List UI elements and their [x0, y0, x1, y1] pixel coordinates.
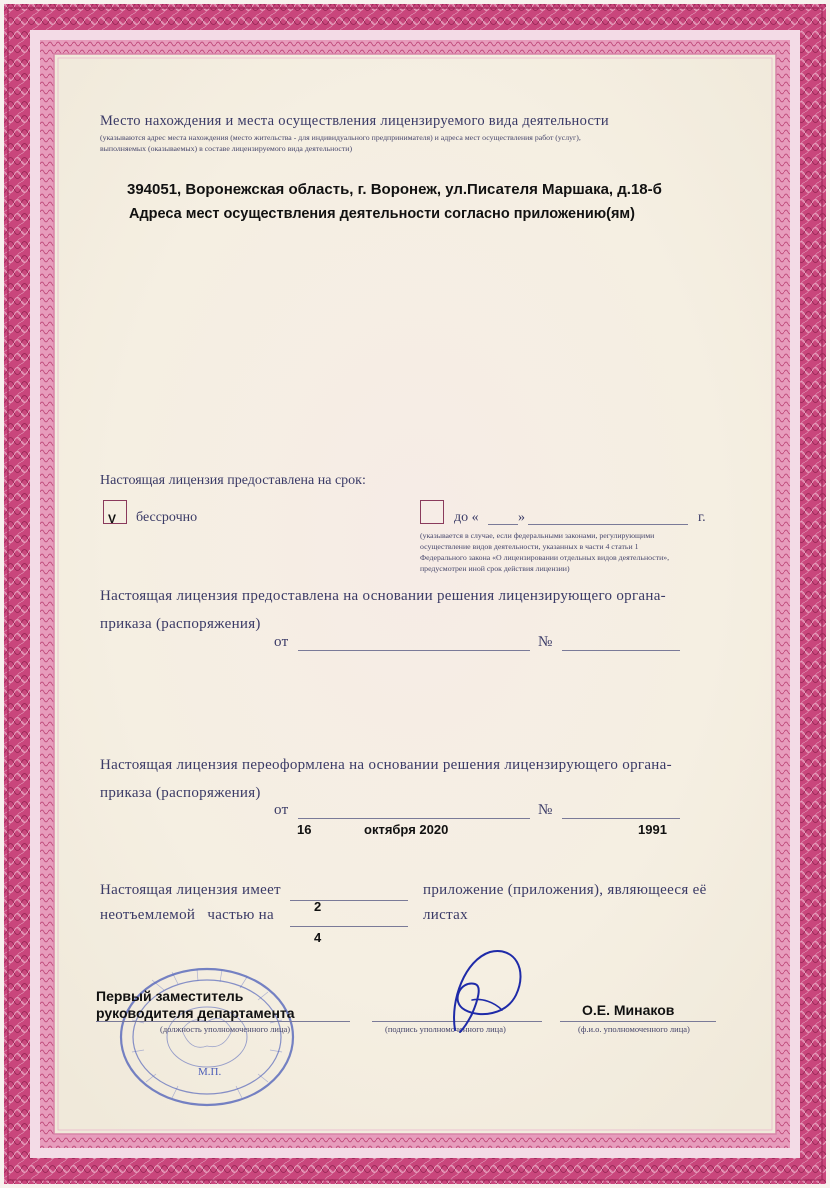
until-date-checkbox	[420, 500, 444, 524]
reissued-date-line	[298, 818, 530, 819]
granted-number-label: №	[538, 634, 553, 650]
name-caption: (ф.и.о. уполномоченного лица)	[578, 1024, 690, 1034]
until-prefix: до «	[454, 510, 479, 525]
until-day-line	[488, 524, 518, 525]
until-mid: »	[518, 510, 525, 525]
position-line1: Первый заместитель	[96, 988, 244, 1004]
position-line2: руководителя департамента	[96, 1005, 295, 1021]
reissued-number-line	[562, 818, 680, 819]
until-suffix: г.	[698, 510, 706, 525]
term-heading: Настоящая лицензия предоставлена на срок:	[100, 473, 366, 488]
official-stamp	[112, 960, 302, 1110]
indefinite-label: бессрочно	[136, 510, 198, 525]
term-note-line3: Федерального закона «О лицензировании отдельных видов деятельности»,	[420, 553, 670, 562]
name-line	[560, 1021, 716, 1022]
until-month-line	[528, 524, 688, 525]
granted-line2: приказа (распоряжения)	[100, 616, 261, 632]
appendix-line2-prefix: неотъемлемой частью на	[100, 907, 274, 923]
reissued-from-label: от	[274, 802, 289, 818]
appendix-sheets-line	[290, 926, 408, 927]
appendix-count: 2	[314, 899, 322, 914]
position-line	[96, 1021, 350, 1022]
reissued-day: 16	[297, 822, 312, 837]
granted-date-line	[298, 650, 530, 651]
reissued-order-number: 1991	[638, 822, 667, 837]
appendix-count-line	[290, 900, 408, 901]
appendix-line1-prefix: Настоящая лицензия имеет	[100, 882, 281, 898]
appendix-line1-suffix: приложение (приложения), являющееся её	[423, 882, 707, 898]
reissued-line2: приказа (распоряжения)	[100, 785, 261, 801]
stamp-mark: М.П.	[198, 1066, 222, 1078]
reissued-month-year: октября 2020	[364, 822, 449, 837]
signature-caption: (подпись уполномоченного лица)	[385, 1024, 506, 1034]
term-note-line1: (указывается в случае, если федеральными законами, регулирующими	[420, 531, 655, 540]
granted-line1: Настоящая лицензия предоставлена на основании решения лицензирующего органа-	[100, 588, 666, 604]
handwritten-signature	[420, 940, 540, 1040]
term-note-line2: осуществление видов деятельности, указанных в части 4 статьи 1	[420, 542, 639, 551]
appendix-line2-suffix: листах	[423, 907, 468, 923]
granted-number-line	[562, 650, 680, 651]
address-sub: Адреса мест осуществления деятельности согласно приложению(ям)	[129, 206, 635, 222]
header-title: Место нахождения и места осуществления лицензируемого вида деятельности	[100, 113, 609, 129]
header-note-line2: выполняемых (оказываемых) в составе лицензируемого вида деятельности)	[100, 144, 353, 153]
address-main: 394051, Воронежская область, г. Воронеж, ул.Писателя Маршака, д.18-б	[127, 181, 662, 198]
reissued-number-label: №	[538, 802, 553, 818]
term-note-line4: предусмотрен иной срок действия лицензии)	[420, 564, 570, 573]
granted-from-label: от	[274, 634, 289, 650]
header-note-line1: (указываются адрес места нахождения (место жительства - для индивидуального предпринимателя) и адреса мест осуществления работ (услуг),	[100, 133, 581, 142]
signatory-name: О.Е. Минаков	[582, 1002, 675, 1018]
indefinite-check-mark: V	[108, 512, 117, 526]
appendix-sheets: 4	[314, 930, 322, 945]
reissued-line1: Настоящая лицензия переоформлена на основании решения лицензирующего органа-	[100, 757, 672, 773]
position-caption: (должность уполномоченного лица)	[160, 1024, 291, 1034]
